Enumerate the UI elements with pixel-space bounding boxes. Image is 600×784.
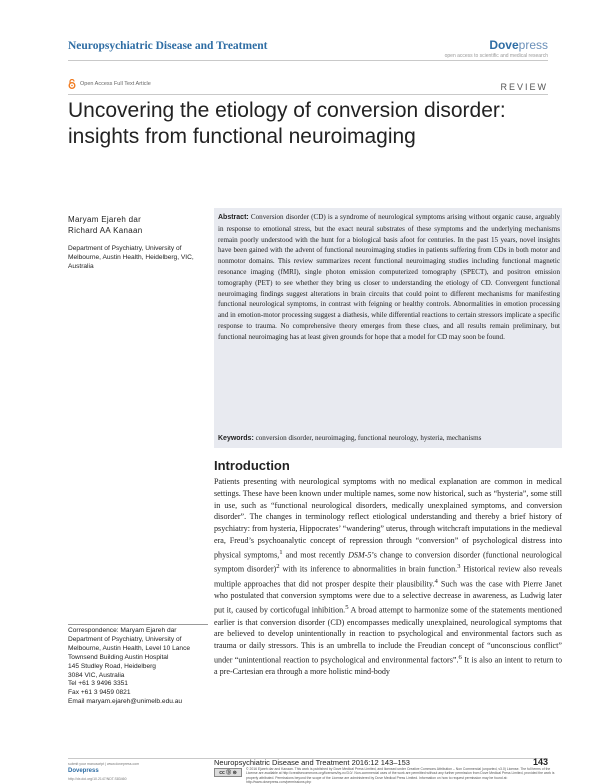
author-2[interactable]: Richard AA Kanaan [68,226,143,235]
introduction-paragraph [214,476,562,678]
open-access-icon [68,79,76,89]
keywords-text: conversion disorder, neuroimaging, functional neurology, hysteria, mechanisms [255,434,482,442]
intro-text-4: with its inference to abnormalities in brain function. [279,564,458,574]
citation-ref-6[interactable]: 6 [458,653,462,661]
intro-text-2: and most recently [282,550,349,560]
correspondence-address-line: 3084 VIC, Australia [68,671,125,679]
intro-text-7: A broad attempt to harmonize some of the statements mentioned earlier is that conversion disorder (CD) encompasses medically unexplained, neurological symptoms that are believed to develop unintentionally in reaction to psychological and environmental factors such as trauma or daily stressors. This is an umbrella to include the Freudian concept of “unconscious conflict” under “unintentional reaction to psychological and environmental factors”. [214,605,563,665]
author-1[interactable]: Maryam Ejareh dar [68,215,142,224]
page-number: 143 [532,757,548,767]
citation-ref-1[interactable]: 1 [279,548,283,556]
intro-text-8: It is also an intent to return to a pre-Cartesian era through a more holistic mind-body [214,655,562,677]
title-divider [68,94,548,95]
correspondence-tel: Tel +61 3 9496 3351 [68,680,128,688]
journal-title[interactable]: Neuropsychiatric Disease and Treatment [68,40,268,52]
keywords-label: Keywords: [218,435,254,442]
correspondence-divider [68,624,208,625]
correspondence-address-line: Townsend Building Austin Hospital [68,653,169,661]
abstract-label: Abstract: [218,214,249,221]
submit-manuscript-link[interactable]: submit your manuscript | www.dovepress.com [68,762,140,766]
intro-text-5: Historical review also reveals multiple approaches that did not prosper despite their plausibility. [214,564,562,589]
author-affiliation: Department of Psychiatry, University of Melbourne, Austin Health, Heidelberg, VIC, Australia [68,245,194,270]
citation-ref-4[interactable]: 4 [434,577,438,585]
correspondence-email[interactable]: Email maryam.ejareh@unimelb.edu.au [68,698,183,706]
intro-text-6: Such was the case with Pierre Janet who postulated that conversion symptoms were due to a selective decrease in awareness, as Ludwig later put it, caused by corticofugal inhibition. [214,579,562,615]
intro-text-1: Patients presenting with neurological symptoms with no medical explanation are common in medical settings. These have been known under multiple names, some now historical, such as “hysteria”, some still in use, such as “functional neurological disorders, medically unexplained symptoms, and conversion disorder”. The changes in terminology reflect etiological understanding and thereby a brief history of psychiatry: from hysteria, Hippocrates’ “wandering” uterus, through witchcraft imputations in the medieval era, Freud’s psychoanalytic concept of repression through “conversion” of psychological distress into physical symptoms, [214,477,562,560]
title-line-2: insights from functional neuroimaging [68,125,416,148]
author-list [68,214,142,236]
keywords [218,433,560,444]
header-divider [68,60,548,61]
abstract-text: Conversion disorder (CD) is a syndrome of neurological symptoms arising without organic cause, arguably in response to emotional stress, but the exact neural substrates of these symptoms and the underlying mechanisms remain poorly understood with the hunt for a biological basis afoot for centuries. In the past 15 years, novel insights have been gained with the advent of functional neuroimaging studies in patients suffering from CDs in both motor and nonmotor domains. This review summarizes recent functional neuroimaging studies including functional magnetic resonance imaging (fMRI), single photon emission computerized tomography (SPECT), and positron emission tomography (PET) to see whether they bring us closer to understanding the etiology of CD. Convergent functional neuroimaging findings suggest alterations in brain circuits that could point to different mechanisms for manifesting functional neurological symptoms, in contrast with feigning or healthy controls. Abnormalities in emotion processing and in emotion-motor processing suggest a diathesis, while differential reactions to certain stressors implicate a specific response to trauma. No comprehensive theory emerges from these clues, and all results remain preliminary, but functional neuroimaging has at least given grounds for hope that a model for CD may soon be found. [218,213,560,341]
citation-ref-3[interactable]: 3 [457,563,461,571]
citation-ref-2[interactable]: 2 [276,563,280,571]
correspondence-address-line: Department of Psychiatry, University of [68,635,182,643]
dsm-term: DSM-5 [348,550,372,560]
article-title [68,98,568,150]
footer-publisher-logo[interactable]: Dovepress [68,768,99,774]
title-line-1: Uncovering the etiology of conversion disorder: [68,99,506,122]
open-access-label: Open Access Full Text Article [80,81,151,87]
correspondence-name: Correspondence: Maryam Ejareh dar [68,627,177,634]
publisher-suffix: press [518,38,548,52]
correspondence-address-line: 145 Studley Road, Heidelberg [68,662,156,670]
publisher-tagline: open access to scientific and medical research [444,53,548,59]
open-access-row [68,79,151,89]
publisher-name: Dove [489,38,519,52]
intro-text-3: ’s change to conversion disorder (functional neurological symptom disorder) [214,550,562,574]
creative-commons-badge[interactable]: cc Ⓑ ⊜ [214,768,242,777]
footer-citation: Neuropsychiatric Disease and Treatment 2016:12 143–153 [214,758,410,767]
correspondence-block [68,627,210,707]
introduction-body [214,476,562,678]
license-text: © 2016 Ejareh dar and Kanaan. This work is published by Dove Medical Press Limited, and licensed under Creative Commons Attribution – Non Commercial (unported, v3.0) License. The full terms of the License are available at http://creativecommons.org/licenses/by-nc/3.0/. Non-commercial uses of the work are permitted without any further permission from Dove Medical Press Limited, provided the work is properly attributed. Permissions beyond the scope of the License are administered by Dove Medical Press Limited. Information on how to request permission may be found at: http://www.dovepress.com/permissions.php [246,767,555,784]
correspondence-address-line: Melbourne, Austin Health, Level 10 Lance [68,644,191,652]
citation-ref-5[interactable]: 5 [345,604,349,612]
correspondence-fax: Fax +61 3 9459 0821 [68,689,131,697]
abstract [218,212,560,343]
doi-link[interactable]: http://dx.doi.org/10.2147/NDT.S83460 [68,777,127,781]
introduction-heading: Introduction [214,458,290,473]
article-type: REVIEW [500,82,548,92]
publisher-logo[interactable] [445,38,548,59]
